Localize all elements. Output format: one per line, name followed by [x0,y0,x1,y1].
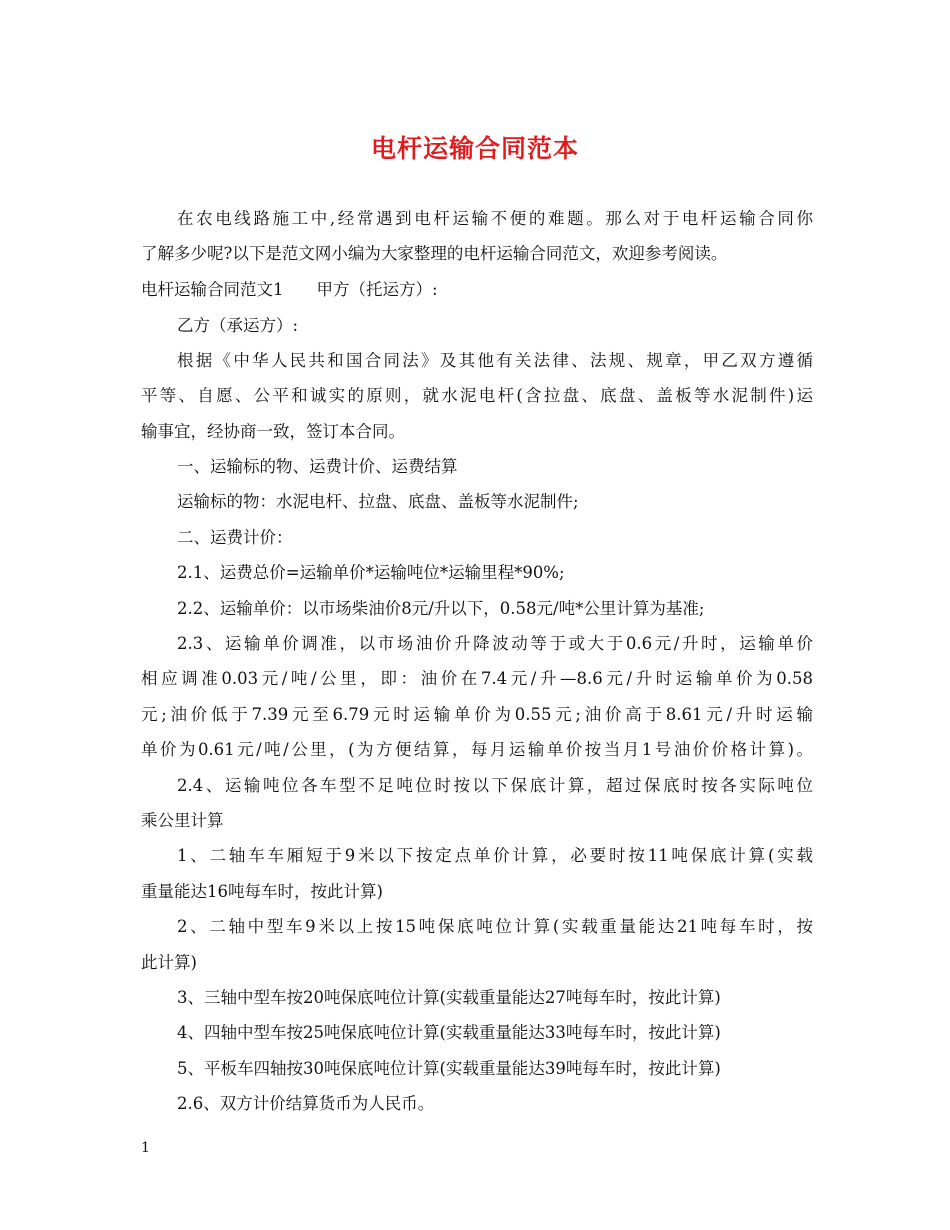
body-line: 乙方（承运方）: [177,316,299,335]
section-heading: 一、运输标的物、运费计价、运费结算 [177,457,458,476]
page-number: 1 [141,1140,150,1156]
body-line: 2.2、运输单价：以市场柴油价8元/升以下，0.58元/吨*公里计算为基准; [177,599,705,618]
body-line: 输事宜，经协商一致，签订本合同。 [141,422,405,441]
body-line: 3、三轴中型车按20吨保底吨位计算(实载重量能达27吨每车时，按此计算) [177,988,721,1007]
body-line: 重量能达16吨每车时，按此计算) [141,882,383,901]
body-line: 了解多少呢?以下是范文网小编为大家整理的电杆运输合同范文，欢迎参考阅读。 [141,244,728,263]
section-heading: 二、运费计价： [177,528,293,547]
body-line: 乘公里计算 [141,811,224,830]
body-line: 元;油价低于7.39元至6.79元时运输单价为0.55元;油价高于8.61元/升时运输 [141,705,813,724]
body-line: 2、二轴中型车9米以上按15吨保底吨位计算(实载重量能达21吨每车时，按 [177,917,813,936]
body-line: 1、二轴车车厢短于9米以下按定点单价计算，必要时按11吨保底计算(实载 [177,846,813,865]
body-line: 运输标的物：水泥电杆、拉盘、底盘、盖板等水泥制件; [177,492,579,511]
body-line: 2.6、双方计价结算货币为人民币。 [177,1094,435,1113]
body-line: 2.3、运输单价调准，以市场油价升降波动等于或大于0.6元/升时，运输单价 [177,634,813,653]
body-line: 2.1、运费总价=运输单价*运输吨位*运输里程*90%; [177,563,565,582]
body-line: 2.4、运输吨位各车型不足吨位时按以下保底计算，超过保底时按各实际吨位 [177,776,813,795]
body-line: 5、平板车四轴按30吨保底吨位计算(实载重量能达39吨每车时，按此计算) [177,1059,721,1078]
body-line: 此计算) [141,953,197,972]
body-line: 相应调准0.03元/吨/公里，即：油价在7.4元/升—8.6元/升时运输单价为0.58 [141,669,813,688]
body-line: 平等、自愿、公平和诚实的原则，就水泥电杆(含拉盘、底盘、盖板等水泥制件)运 [141,386,813,405]
body-line: 在农电线路施工中,经常遇到电杆运输不便的难题。那么对于电杆运输合同你 [177,209,813,228]
document-title: 电杆运输合同范本 [370,134,579,163]
body-line: 电杆运输合同范文1 甲方（托运方）: [141,280,438,299]
body-line: 单价为0.61元/吨/公里，(为方便结算，每月运输单价按当月1号油价价格计算)。 [141,740,813,759]
body-line: 4、四轴中型车按25吨保底吨位计算(实载重量能达33吨每车时，按此计算) [177,1023,721,1042]
body-line: 根据《中华人民共和国合同法》及其他有关法律、法规、规章，甲乙双方遵循 [177,351,813,370]
